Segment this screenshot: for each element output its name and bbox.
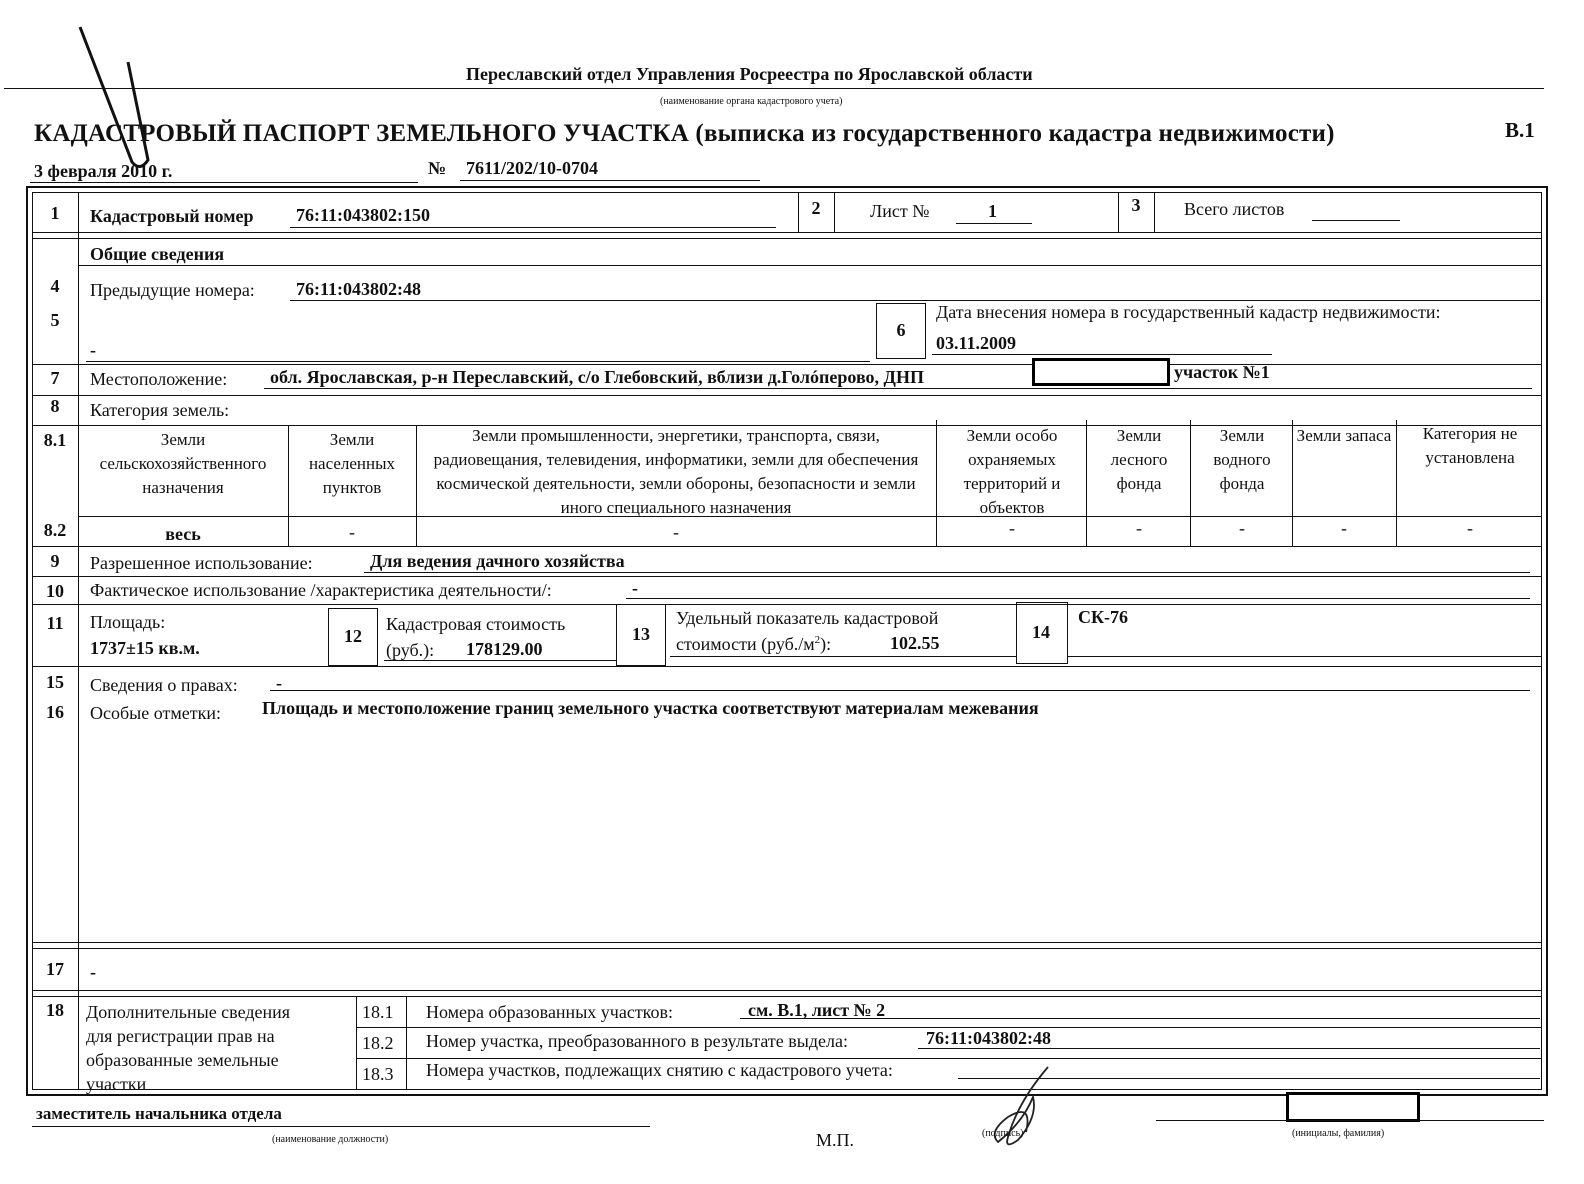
- cadastral-number-label: Кадастровый номер: [90, 206, 254, 226]
- category-value-industry: -: [673, 522, 679, 542]
- row-line: [32, 364, 1542, 365]
- category-value-reserve: -: [1341, 518, 1347, 538]
- row-line: [32, 395, 1542, 396]
- row-5-value: -: [90, 340, 96, 360]
- signature-caption: (подпись): [982, 1128, 1024, 1139]
- transformed-plot-label: Номер участка, преобразованного в результате выдела:: [426, 1031, 848, 1051]
- underline: [86, 361, 870, 362]
- general-info-heading: Общие сведения: [90, 244, 225, 264]
- total-sheets-label: Всего листов: [1184, 199, 1285, 219]
- row-number-12: 12: [344, 626, 362, 646]
- category-value-settlements: -: [349, 522, 355, 542]
- additional-info-line: участки: [86, 1074, 147, 1094]
- additional-info-line: для регистрации прав на: [86, 1026, 275, 1046]
- divider: [356, 996, 357, 1090]
- row-number-4: 4: [50, 276, 60, 296]
- number-label: №: [428, 158, 447, 178]
- paperclip-icon: [70, 22, 160, 172]
- underline: [32, 1126, 650, 1127]
- row-number-18-3: 18.3: [362, 1064, 394, 1084]
- row-line: [32, 576, 1542, 577]
- land-category-label: Категория земель:: [90, 400, 230, 420]
- removed-plots-label: Номера участков, подлежащих снятию с кадастрового учета:: [426, 1060, 893, 1080]
- underline: [1156, 1120, 1544, 1121]
- category-settlements: Земли населенных пунктов: [308, 430, 396, 497]
- number-underline: [460, 180, 760, 181]
- underline: [364, 572, 1530, 573]
- date-underline: [30, 182, 418, 183]
- row-number-3: 3: [1131, 195, 1141, 215]
- row-line: [32, 948, 1542, 949]
- category-water: Земли водного фонда: [1213, 426, 1271, 493]
- row-line: [32, 546, 1542, 547]
- row-number-14: 14: [1032, 622, 1050, 642]
- document-number: 7611/202/10-0704: [466, 158, 599, 178]
- category-divider: [1086, 420, 1087, 546]
- underline: [290, 227, 776, 228]
- specific-value-unit: [676, 634, 831, 655]
- category-reserve: Земли запаса: [1296, 426, 1392, 445]
- area-label: Площадь:: [90, 612, 166, 632]
- cadastral-number-value: 76:11:043802:150: [296, 205, 430, 225]
- row-line: [32, 942, 1542, 943]
- row-line: [32, 232, 1542, 233]
- underline: [290, 300, 1540, 301]
- row-number-7: 7: [50, 368, 60, 388]
- underline: [270, 690, 1530, 691]
- row-17-value: -: [90, 962, 96, 982]
- row-line: [356, 1058, 1542, 1059]
- divider: [406, 996, 407, 1090]
- location-value: обл. Ярославская, р-н Переславский, с/о Глебовский, вблизи д.Голóперово, ДНП: [270, 367, 924, 387]
- special-notes-value: Площадь и местоположение границ земельного участка соответствуют материалам межевания: [262, 698, 1039, 718]
- cadastral-value-unit: (руб.):: [386, 640, 435, 660]
- cadastral-value-amount: 178129.00: [466, 639, 543, 659]
- row-number-8: 8: [50, 396, 60, 416]
- permitted-use-value: Для ведения дачного хозяйства: [370, 551, 625, 571]
- specific-value-amount: 102.55: [890, 633, 940, 653]
- category-forest: Земли лесного фонда: [1110, 426, 1168, 493]
- formed-plots-label: Номера образованных участков:: [426, 1002, 674, 1022]
- cadastral-zone-value: СК-76: [1078, 607, 1129, 627]
- position-caption: (наименование должности): [272, 1134, 389, 1145]
- row-line: [32, 996, 1542, 997]
- category-value-forest: -: [1136, 518, 1142, 538]
- name-caption: (инициалы, фамилия): [1292, 1128, 1385, 1139]
- form-code: В.1: [1505, 118, 1535, 142]
- row-number-5: 5: [50, 310, 60, 330]
- formed-plots-value: см. В.1, лист № 2: [748, 1000, 886, 1020]
- location-label: Местоположение:: [90, 369, 228, 389]
- category-value-agricultural: весь: [165, 524, 201, 544]
- redacted-name: [1286, 1092, 1420, 1122]
- row-number-18-2: 18.2: [362, 1033, 394, 1053]
- transformed-plot-value: 76:11:043802:48: [926, 1028, 1051, 1048]
- row-number-16: 16: [46, 702, 64, 722]
- row-number-2: 2: [811, 198, 821, 218]
- row-number-9: 9: [50, 551, 60, 571]
- underline: [918, 1048, 1540, 1049]
- authority-caption: (наименование органа кадастрового учета): [660, 96, 843, 107]
- row-line: [32, 238, 1542, 239]
- category-value-undefined: -: [1467, 518, 1473, 538]
- registration-date-value: 03.11.2009: [936, 333, 1017, 353]
- category-value-water: -: [1239, 518, 1245, 538]
- row-line: [32, 990, 1542, 991]
- category-undefined: Категория не установлена: [1422, 424, 1518, 467]
- row-number-18-1: 18.1: [362, 1002, 394, 1022]
- category-divider: [1292, 420, 1293, 546]
- redacted-block: [1032, 358, 1170, 386]
- number-column-divider: [78, 192, 79, 1090]
- category-divider: [288, 425, 289, 546]
- underline: [740, 1018, 1540, 1019]
- row-number-11: 11: [46, 613, 64, 633]
- additional-info-line: Дополнительные сведения: [86, 1002, 291, 1022]
- signatory-position: заместитель начальника отдела: [36, 1104, 282, 1123]
- row-number-8-2: 8.2: [43, 520, 67, 540]
- underline: [626, 598, 1530, 599]
- rights-info-label: Сведения о правах:: [90, 675, 238, 695]
- row-number-13: 13: [632, 624, 650, 644]
- document-title: КАДАСТРОВЫЙ ПАСПОРТ ЗЕМЕЛЬНОГО УЧАСТКА (выписка из государственного кадастра недвижимости): [34, 120, 1335, 147]
- category-divider: [416, 425, 417, 546]
- document-date: 3 февраля 2010 г.: [34, 161, 173, 181]
- underline: [1312, 220, 1400, 221]
- category-divider: [936, 420, 937, 546]
- row-number-8-1: 8.1: [43, 430, 67, 450]
- authority-underline: [4, 88, 1544, 89]
- authority-name: Переславский отдел Управления Росреестра по Ярославской области: [466, 64, 1033, 84]
- area-value: 1737±15 кв.м.: [90, 638, 200, 658]
- actual-use-label: Фактическое использование /характеристика деятельности/:: [90, 580, 552, 600]
- category-value-protected: -: [1009, 518, 1015, 538]
- row-line: [32, 666, 1542, 667]
- row-number-17: 17: [46, 959, 64, 979]
- row-number-15: 15: [46, 672, 64, 692]
- category-divider: [1396, 420, 1397, 546]
- specific-value-unit-sup: 2: [814, 634, 821, 646]
- underline: [932, 354, 1272, 355]
- previous-numbers-label: Предыдущие номера:: [90, 280, 255, 300]
- underline: [670, 656, 1016, 657]
- sheet-label: Лист №: [870, 201, 930, 221]
- row-line: [32, 604, 1542, 605]
- specific-value-label: Удельный показатель кадастровой: [676, 608, 939, 628]
- additional-info-label: [86, 1000, 290, 1096]
- additional-info-line: образованные земельные: [86, 1050, 279, 1070]
- category-divider: [1190, 420, 1191, 546]
- permitted-use-label: Разрешенное использование:: [90, 553, 313, 573]
- row-number-10: 10: [46, 581, 64, 601]
- location-plot: участок №1: [1174, 362, 1270, 382]
- underline: [956, 223, 1032, 224]
- category-agricultural: Земли сельскохозяйственного назначения: [99, 430, 267, 497]
- category-protected: Земли особо охраняемых территорий и объектов: [963, 426, 1061, 517]
- stamp-mark: М.П.: [816, 1130, 855, 1150]
- specific-value-unit-close: ):: [820, 634, 832, 654]
- row-line: [78, 265, 1542, 266]
- special-notes-label: Особые отметки:: [90, 703, 221, 723]
- underline: [264, 388, 1532, 389]
- sheet-value: 1: [988, 201, 997, 221]
- rights-info-value: -: [276, 673, 282, 693]
- underline: [1068, 656, 1542, 657]
- specific-value-unit-text: стоимости (руб./м: [676, 634, 815, 654]
- row-number-18: 18: [46, 1000, 64, 1020]
- row-number-6: 6: [896, 320, 906, 340]
- row-number-1: 1: [50, 203, 60, 223]
- cadastral-value-label: Кадастровая стоимость: [386, 614, 566, 634]
- actual-use-value: -: [632, 578, 638, 598]
- registration-date-label: Дата внесения номера в государственный кадастр недвижимости:: [936, 302, 1441, 322]
- category-industry: Земли промышленности, энергетики, транспорта, связи, радиовещания, телевидения, информатики, земли для обеспечения космической деятельности, земли обороны, безопасности и земли иного специального назначения: [433, 426, 919, 517]
- previous-numbers-value: 76:11:043802:48: [296, 279, 421, 299]
- underline: [384, 660, 616, 661]
